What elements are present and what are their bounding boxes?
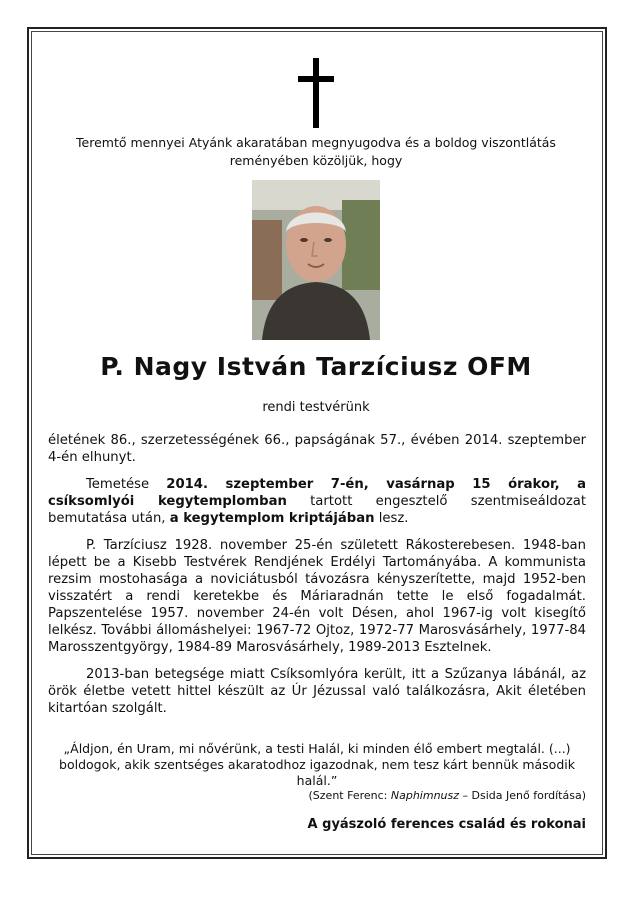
final-years-paragraph: 2013-ban betegsége miatt Csíksomlyóra került, itt a Szűzanya lábánál, az örök életbe vetett hittel készült az Úr Jézussal való találkozásra, Akit életében kitartóan szolgált.: [48, 667, 586, 716]
quote-text: „Áldjon, én Uram, mi nővérünk, a testi Halál, ki minden élő embert megtalál. (...) boldogok, akik szentséges akaratodhoz igazodnak, nem tesz kárt bennük második halál.”: [59, 741, 575, 788]
relation-subtitle: rendi testvérünk: [262, 400, 370, 415]
attribution-c: – Dsida Jenő fordítása): [459, 789, 586, 802]
funeral-text-a: Temetése: [86, 477, 167, 492]
portrait-photo: [252, 180, 380, 340]
burial-place: a kegytemplom kriptájában: [169, 511, 375, 526]
biography-paragraph: P. Tarzíciusz 1928. november 25-én született Rákosterebesen. 1948-ban lépett be a Kisebb Testvérek Rendjének Erdélyi Tartományába. A kommunista rezsim mostohasága a noviciátusból távozásra kényszerítette, majd 1952-ben visszatért a rendi keretekbe és Máriaradnán tette le első fogadalmát. Papszentelése 1957. november 24-én volt Désen, ahol 1967-ig volt kisegítő lelkész. További állomáshelyei: 1967-72 Ojtoz, 1972-77 Marosvásárhely, 1977-84 Marosszentgyörgy, 1984-89 Marosvásárhely, 1989-2013 Esztelnek.: [48, 538, 586, 655]
mourners-signature: A gyászoló ferences család és rokonai: [307, 817, 586, 832]
intro-text: Teremtő mennyei Atyánk akaratában megnyugodva és a boldog viszontlátás reményében közöljük, hogy: [76, 135, 556, 168]
deceased-name: P. Nagy István Tarzíciusz OFM: [100, 352, 532, 381]
funeral-text-c: tartott engesztelő szentmiseáldozat bemutatása után,: [48, 494, 586, 526]
funeral-text-e: lesz.: [374, 511, 409, 526]
death-info-paragraph: életének 86., szerzetességének 66., papságának 57., évében 2014. szeptember 4-én elhunyt.: [48, 433, 586, 465]
funeral-date-place: 2014. szeptember 7-én, vasárnap 15 órakor, a csíksomlyói kegytemplomban: [48, 477, 586, 509]
obituary-body: [48, 432, 586, 727]
attribution-a: (Szent Ferenc:: [308, 789, 391, 802]
funeral-paragraph: [48, 476, 586, 527]
attribution-title: Naphimnusz: [390, 789, 460, 802]
cross-icon: [296, 58, 336, 128]
quote-attribution: [48, 789, 586, 802]
